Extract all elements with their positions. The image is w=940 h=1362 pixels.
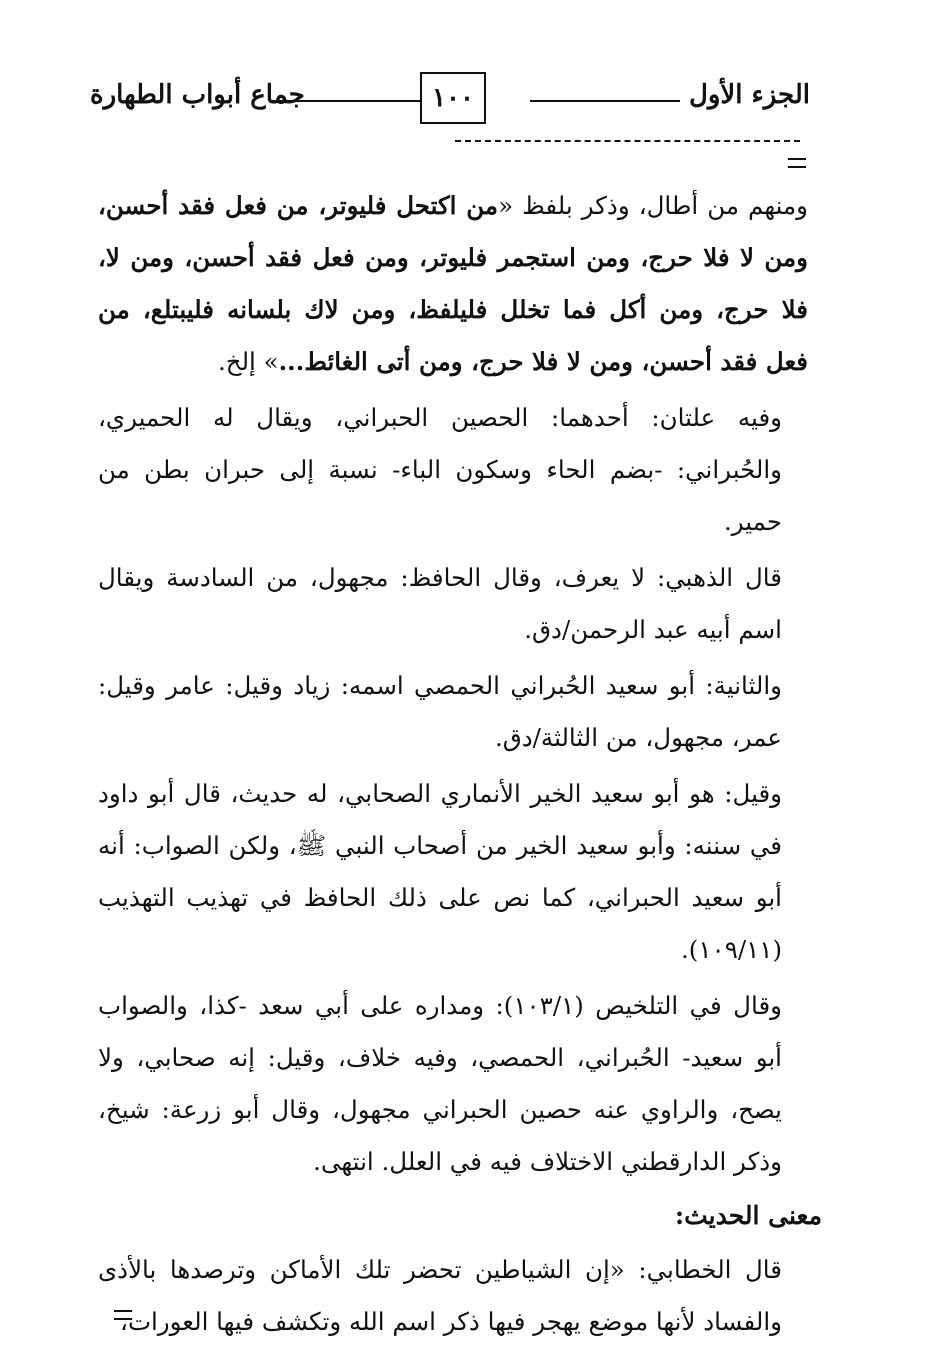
header-rule-right (530, 100, 680, 102)
paragraph-hadith-variant (98, 180, 808, 388)
page-header (90, 72, 810, 128)
header-part-title: الجزء الأول (688, 80, 810, 110)
paragraph-tail: » إلخ. (217, 347, 279, 376)
header-chapter-title: جماع أبواب الطهارة (90, 80, 305, 110)
paragraph-khattabi: قال الخطابي: «إن الشياطين تحضر تلك الأماكن وترصدها بالأذى والفساد لأنها موضع يهجر فيها ذكر اسم الله وتكشف فيها العورات، (98, 1255, 782, 1336)
section-heading: معنى الحديث: (674, 1201, 822, 1230)
paragraph-lead: ومنهم من أطال، وذكر بلفظ « (498, 191, 808, 220)
paragraph-companion-opinion: وقيل: هو أبو سعيد الخير الأنماري الصحابي، له حديث، قال أبو داود في سننه: وأبو سعيد الخير من أصحاب النبي ﷺ، ولكن الصواب: أنه أبو سعيد الحبراني، كما نص على ذلك الحافظ في تهذيب التهذيب (١٠٩/١١). (98, 779, 782, 964)
paragraph-second-defect: والثانية: أبو سعيد الحُبراني الحمصي اسمه: زياد وقيل: عامر وقيل: عمر، مجهول، من الثالثة/دق. (98, 671, 782, 752)
page-body (98, 180, 822, 1352)
paragraph-talkhis: وقال في التلخيص (١٠٣/١): ومداره على أبي سعد -كذا، والصواب أبو سعيد- الحُبراني، الحمصي، وفيه خلاف، وقيل: إنه صحابي، ولا يصح، والراوي عنه حصين الحبراني مجهول، وقال أبو زرعة: شيخ، وذكر الدارقطني الاختلاف فيه في العلل. انتهى. (98, 991, 782, 1176)
page-number: ١٠٠ (420, 72, 486, 124)
hadith-quote: من اكتحل فليوتر، من فعل فقد أحسن، ومن لا فلا حرج، ومن استجمر فليوتر، ومن فعل فقد أحسن، ومن لا، فلا حرج، ومن أكل فما تخلل فليلفظ، ومن لاك بلسانه فليبتلع، من فعل فقد أحسن، ومن لا فلا حرج، ومن أتى الغائط... (98, 191, 808, 376)
continuation-mark-bottom (114, 1310, 132, 1320)
continuation-mark-top (788, 158, 806, 168)
paragraph-dhahabi: قال الذهبي: لا يعرف، وقال الحافظ: مجهول، من السادسة ويقال اسم أبيه عبد الرحمن/دق. (98, 563, 782, 644)
paragraph-two-defects: وفيه علتان: أحدهما: الحصين الحبراني، ويقال له الحميري، والحُبراني: -بضم الحاء وسكون الباء- نسبة إلى حبران بطن من حمير. (98, 403, 782, 536)
header-dashed-divider (455, 140, 800, 142)
